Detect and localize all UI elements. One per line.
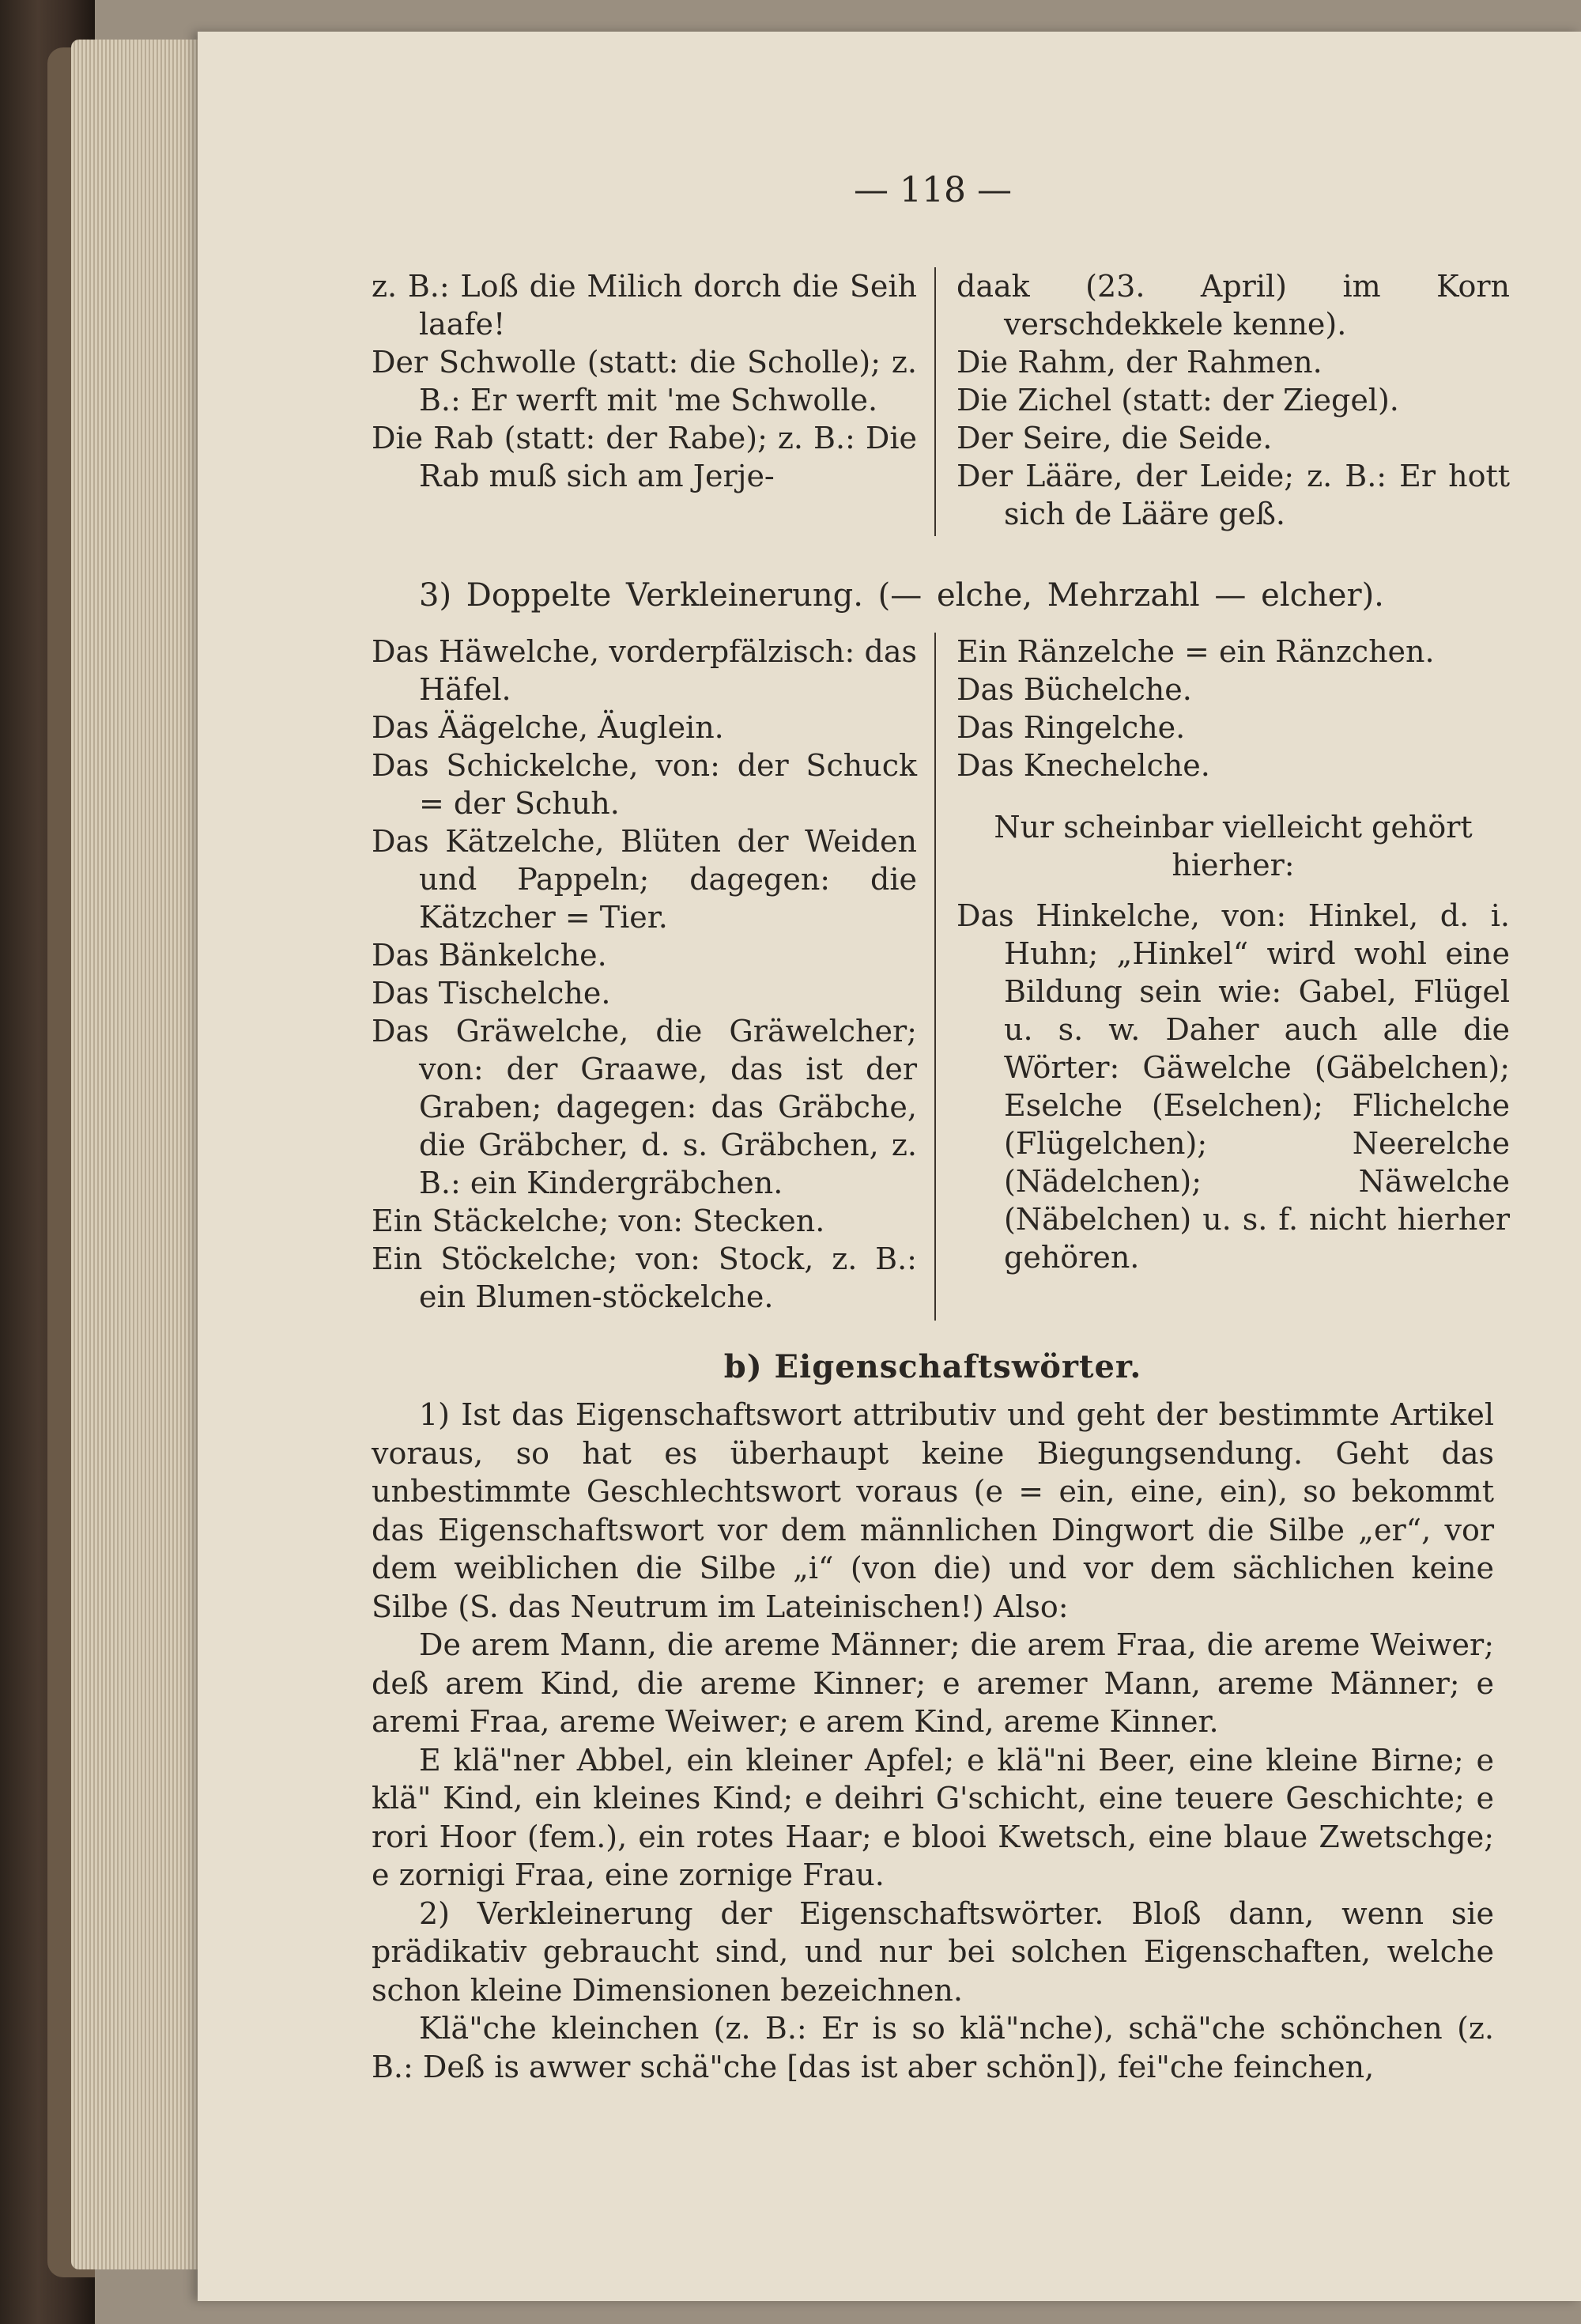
entry: Der Seire, die Seide. [957, 421, 1273, 455]
top-left-column [372, 267, 917, 495]
entry: Die Rahm, der Rahmen. [957, 345, 1323, 380]
entry: Ein Stäckelche; von: Stecken. [372, 1204, 825, 1238]
entry: Die Rab (statt: der Rabe); z. B.: Die Rab muß sich am Jerje- [372, 421, 917, 493]
entry: Das Häwelche, vorderpfälzisch: das Häfel. [372, 634, 917, 707]
entry: Das Büchelche. [957, 672, 1192, 707]
entry: Das Äägelche, Äuglein. [372, 710, 724, 745]
note-heading: Nur scheinbar vielleicht gehört hierher: [994, 810, 1473, 882]
paragraph: 2) Verkleinerung der Eigenschaftswörter. Bloß dann, wenn sie prädikativ gebraucht sind, und nur bei solchen Eigenschaften, welche schon kleine Dimensionen bezeichnen. [372, 1895, 1494, 2008]
paragraph: E klä"ner Abbel, ein kleiner Apfel; e klä"ni Beer, eine kleine Birne; e klä" Kind, ein kleines Kind; e deihri G'schicht, eine teuere Geschichte; e rori Hoor (fem.), ein rotes Haar; e blooi Kwetsch, eine blaue Zwetschge; e zornigi Fraa, eine zornige Frau. [372, 1742, 1494, 1892]
entry: Das Bänkelche. [372, 938, 607, 973]
entry: Ein Stöckelche; von: Stock, z. B.: ein Blumen-stöckelche. [372, 1241, 917, 1314]
column-divider [934, 633, 936, 1321]
entry: Das Knechelche. [957, 748, 1210, 783]
entry: Ein Ränzelche = ein Ränzchen. [957, 634, 1435, 669]
entry: z. B.: Loß die Milich dorch die Seih laafe! [372, 269, 917, 342]
top-right-column [957, 267, 1510, 533]
section-3-left-column [372, 633, 917, 1316]
paragraph: De arem Mann, die areme Männer; die arem Fraa, die areme Weiwer; deß arem Kind, die areme Kinner; e aremer Mann, areme Männer; e aremi Fraa, areme Weiwer; e arem Kind, areme Kinner. [372, 1627, 1494, 1739]
note-entry: Das Hinkelche, von: Hinkel, d. i. Huhn; „Hinkel“ wird wohl eine Bildung sein wie: Gabel, Flügel u. s. w. Daher auch alle die Wörter: Gäwelche (Gäbelchen); Eselche (Eselchen); Flichelche (Flügelchen); Neerelche (Nädelchen); Näwelche (Näbelchen) u. s. f. nicht hierher gehören. [957, 898, 1510, 1275]
page-number: — 118 — [854, 170, 1012, 210]
section-b-heading: b) Eigenschaftswörter. [723, 1348, 1142, 1385]
entry: Der Schwolle (statt: die Scholle); z. B.: Er werft mit 'me Schwolle. [372, 345, 917, 418]
section-3-heading: 3) Doppelte Verkleinerung. (— elche, Mehrzahl — elcher). [419, 577, 1384, 614]
entry: Das Schickelche, von: der Schuck = der Schuh. [372, 748, 917, 821]
column-divider [934, 267, 936, 536]
entry: Das Kätzelche, Blüten der Weiden und Pappeln; dagegen: die Kätzcher = Tier. [372, 824, 917, 935]
section-3-right-column [957, 633, 1510, 1276]
entry: Das Ringelche. [957, 710, 1186, 745]
paragraph: 1) Ist das Eigenschaftswort attributiv und geht der bestimmte Artikel voraus, so hat es überhaupt keine Biegungsendung. Geht das unbestimmte Geschlechtswort voraus (e = ein, eine, ein), so bekommt das Eigenschaftswort vor dem männlichen Dingwort die Silbe „er“, vor dem weiblichen die Silbe „i“ (von die) und vor dem sächlichen keine Silbe (S. das Neutrum im Lateinischen!) Also: [372, 1397, 1494, 1624]
prose-section [372, 1396, 1494, 2086]
entry: Das Gräwelche, die Gräwelcher; von: der Graawe, das ist der Graben; dagegen: das Gräbche, die Gräbcher, d. s. Gräbchen, z. B.: ein Kindergräbchen. [372, 1014, 917, 1200]
entry: Die Zichel (statt: der Ziegel). [957, 383, 1399, 418]
entry: Der Lääre, der Leide; z. B.: Er hott sich de Lääre geß. [957, 459, 1510, 531]
top-two-column-section [372, 267, 1510, 536]
section-3-two-column [372, 633, 1510, 1321]
paragraph: Klä"che kleinchen (z. B.: Er is so klä"nche), schä"che schönchen (z. B.: Deß is awwer schä"che [das ist aber schön]), fei"che feinchen, [372, 2011, 1494, 2084]
entry: Das Tischelche. [372, 976, 611, 1011]
entry: daak (23. April) im Korn verschdekkele kenne). [957, 269, 1510, 342]
